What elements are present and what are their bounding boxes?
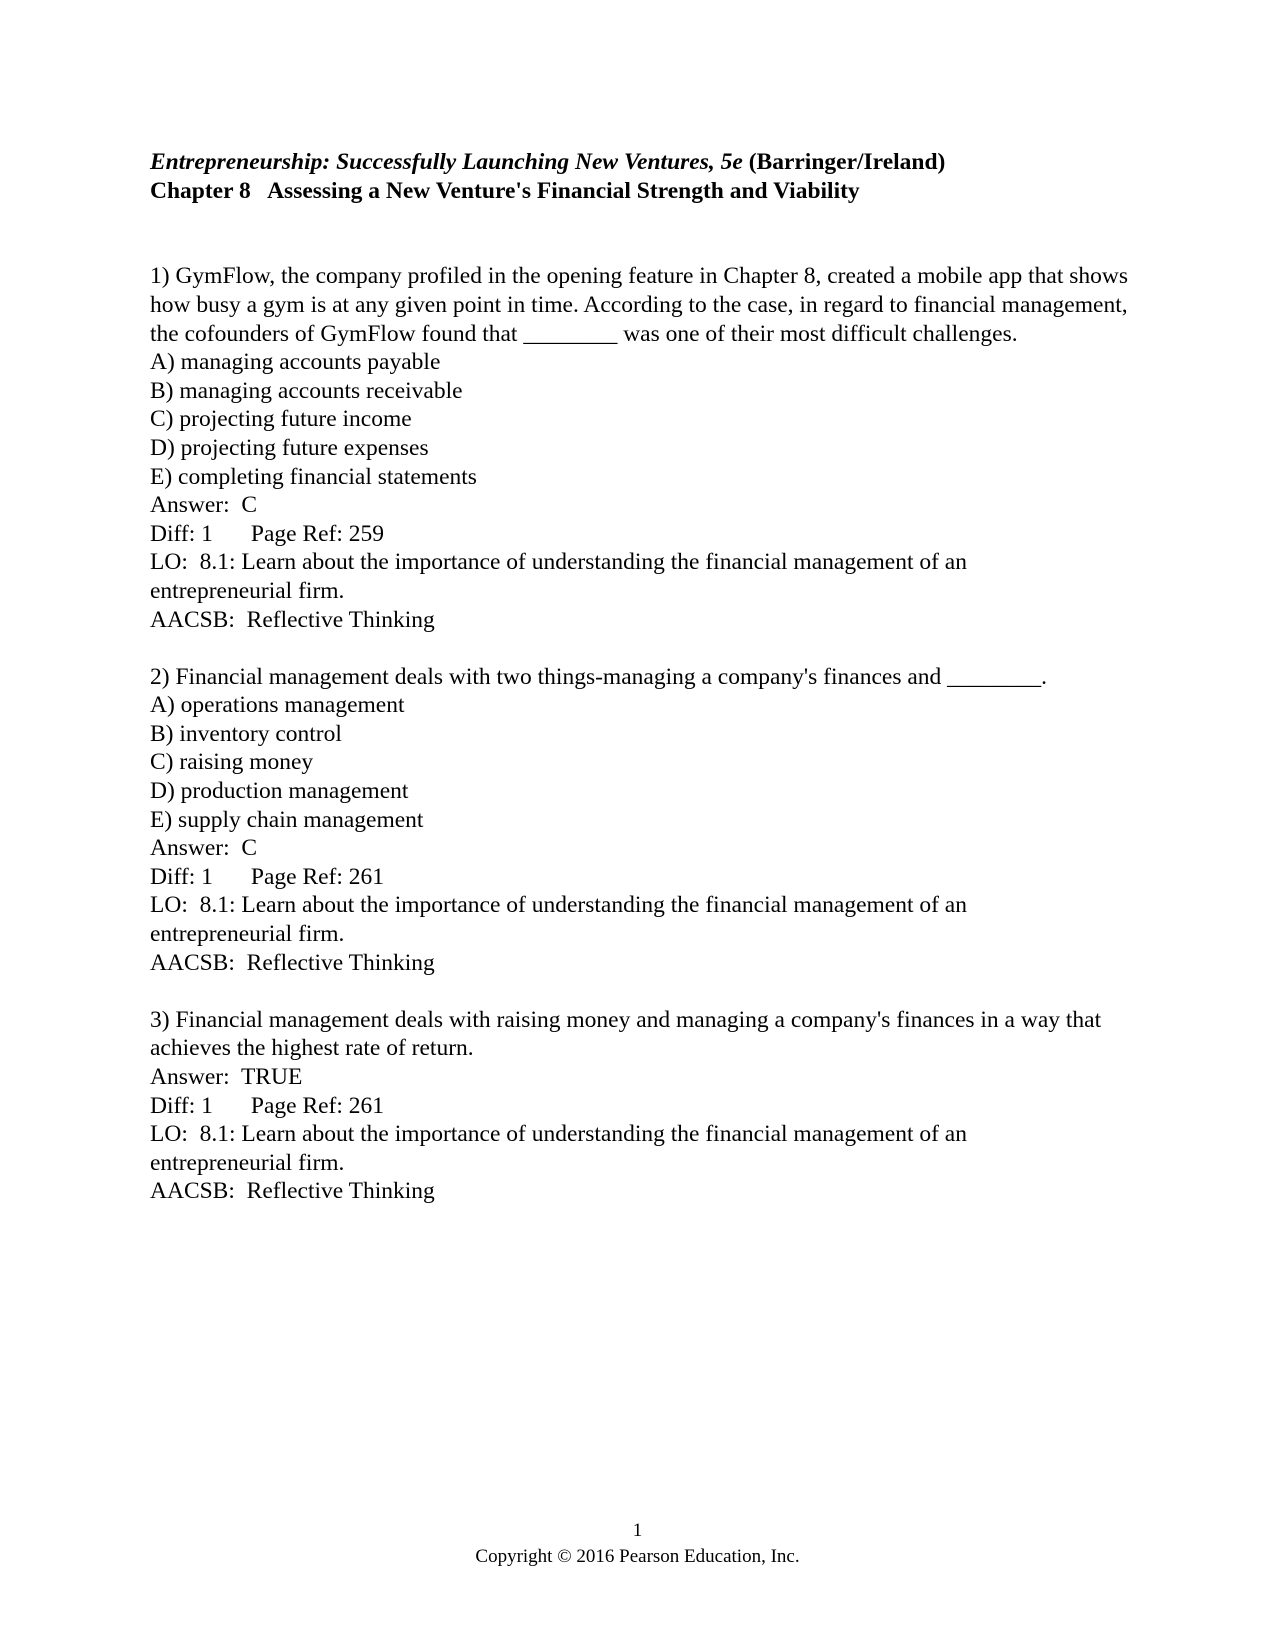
aacsb-tag: AACSB: Reflective Thinking: [150, 606, 435, 633]
difficulty-line: [150, 520, 1150, 549]
aacsb-tag: AACSB: Reflective Thinking: [150, 1178, 435, 1205]
answer-option: E) completing financial statements: [150, 463, 477, 490]
question-stem: 3) Financial management deals with raising money and managing a company's finances in a way that achieves the highest rate of return.: [150, 1006, 1102, 1062]
answer-option: C) raising money: [150, 749, 314, 776]
answer-option: A) managing accounts payable: [150, 349, 441, 376]
learning-objective: LO: 8.1: Learn about the importance of understanding the financial management of an entrepreneurial firm.: [150, 549, 973, 604]
question-3: [150, 1006, 1150, 1206]
answer-option: B) inventory control: [150, 720, 342, 747]
answer-option: C) projecting future income: [150, 406, 412, 433]
answer-option: A) operations management: [150, 692, 405, 719]
book-authors: (Barringer/Ireland): [748, 149, 946, 175]
difficulty-line: [150, 1092, 1150, 1121]
answer-option: E) supply chain management: [150, 806, 424, 833]
page-ref: Page Ref: 261: [250, 863, 385, 890]
page-number: 1: [632, 1520, 643, 1541]
difficulty-line: [150, 863, 1150, 892]
page-ref: Page Ref: 259: [250, 520, 385, 547]
answer-key: Answer: C: [150, 492, 258, 519]
question-1: [150, 262, 1150, 634]
difficulty: Diff: 1: [150, 863, 213, 890]
answer-key: Answer: TRUE: [150, 1064, 303, 1090]
copyright-notice: Copyright © 2016 Pearson Education, Inc.: [475, 1546, 800, 1567]
answer-option: D) projecting future expenses: [150, 434, 429, 461]
learning-objective: LO: 8.1: Learn about the importance of understanding the financial management of an entrepreneurial firm.: [150, 1121, 973, 1176]
difficulty: Diff: 1: [150, 1092, 213, 1119]
answer-key: Answer: C: [150, 835, 258, 862]
aacsb-tag: AACSB: Reflective Thinking: [150, 949, 435, 976]
learning-objective: LO: 8.1: Learn about the importance of understanding the financial management of an entrepreneurial firm.: [150, 892, 973, 948]
answer-option: D) production management: [150, 778, 409, 805]
question-stem: 1) GymFlow, the company profiled in the opening feature in Chapter 8, created a mobile app that shows how busy a gym is at any given point in time. According to the case, in regard to financial management, the cofounders of GymFlow found that ________ was one of their most difficult challenges.: [150, 263, 1129, 347]
answer-option: B) managing accounts receivable: [150, 377, 463, 404]
page-content: [150, 148, 1150, 1206]
question-stem: 2) Financial management deals with two things-managing a company's finances and ________.: [150, 663, 1048, 690]
question-2: [150, 663, 1150, 978]
difficulty: Diff: 1: [150, 520, 213, 547]
page-ref: Page Ref: 261: [250, 1092, 385, 1119]
book-title-line: [150, 148, 1150, 177]
book-title: Entrepreneurship: Successfully Launching New Ventures, 5e: [150, 149, 743, 175]
chapter-title: Chapter 8 Assessing a New Venture's Financial Strength and Viability: [150, 177, 860, 204]
